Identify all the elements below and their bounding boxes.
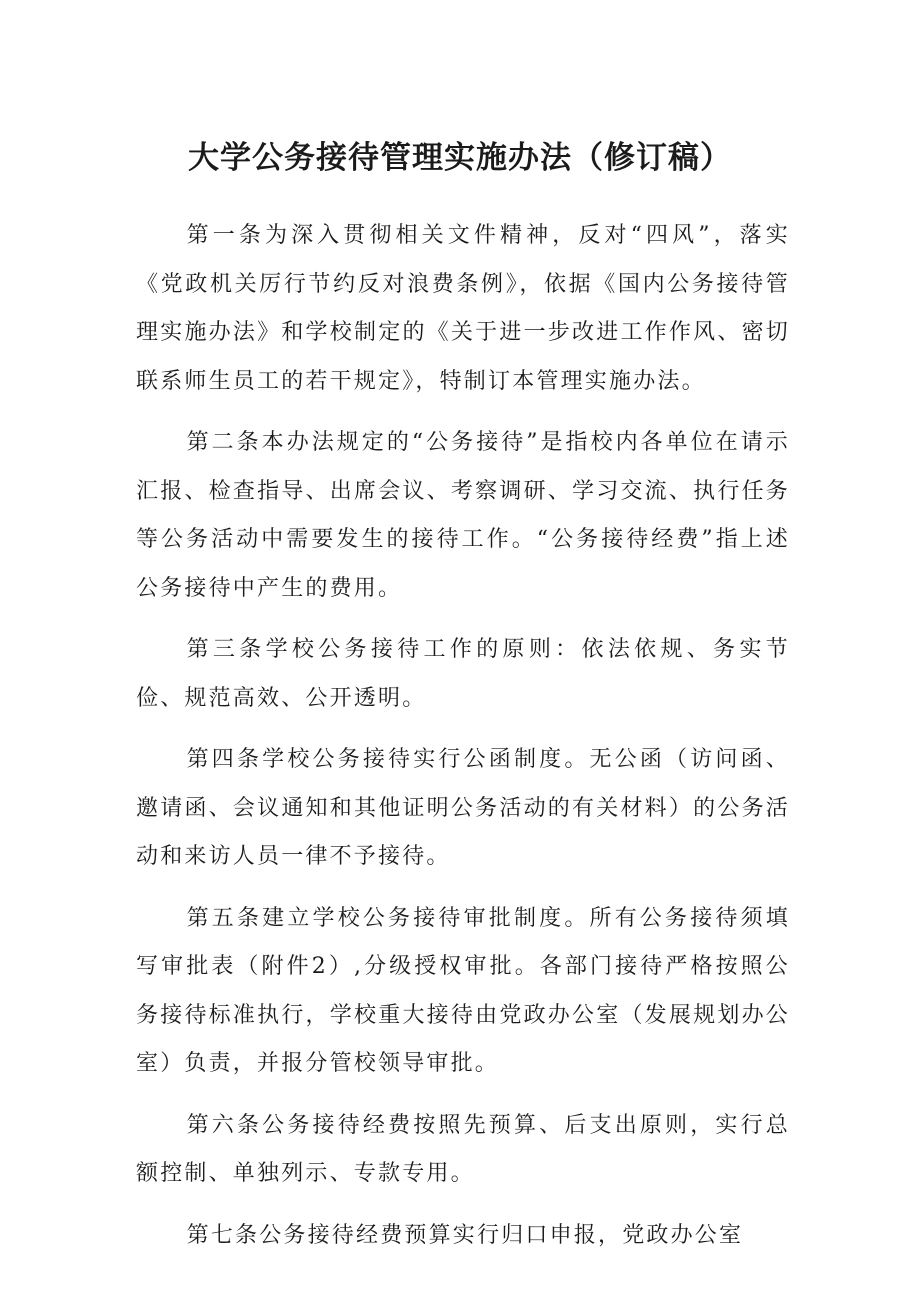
article-1-paragraph: 第一条为深入贯彻相关文件精神，反对“四风”，落实《党政机关厉行节约反对浪费条例》，依据《国内公务接待管理实施办法》和学校制定的《关于进一步改进工作作风、密切联系师生员工的若干规定》，特制订本管理实施办法。 [136,223,790,394]
article-2-paragraph: 第二条本办法规定的“公务接待”是指校内各单位在请示汇报、检查指导、出席会议、考察调研、学习交流、执行任务等公务活动中需要发生的接待工作。“公务接待经费”指上述公务接待中产生的费用。 [136,430,790,601]
document-body [136,212,790,1273]
article-6-paragraph: 第六条公务接待经费按照先预算、后支出原则，实行总额控制、单独列示、专款专用。 [136,1112,790,1186]
article-4-paragraph: 第四条学校公务接待实行公函制度。无公函（访问函、邀请函、会议通知和其他证明公务活动的有关材料）的公务活动和来访人员一律不予接待。 [136,747,790,869]
article-5-paragraph: 第五条建立学校公务接待审批制度。所有公务接待须填写审批表（附件2）,分级授权审批。各部门接待严格按照公务接待标准执行，学校重大接待由党政办公室（发展规划办公室）负责，并报分管校领导审批。 [136,905,790,1076]
article-7-paragraph: 第七条公务接待经费预算实行归口申报，党政办公室 [186,1222,744,1248]
article-3-paragraph: 第三条学校公务接待工作的原则：依法依规、务实节俭、规范高效、公开透明。 [136,637,790,711]
document-title: 大学公务接待管理实施办法（修订稿） [188,140,732,176]
